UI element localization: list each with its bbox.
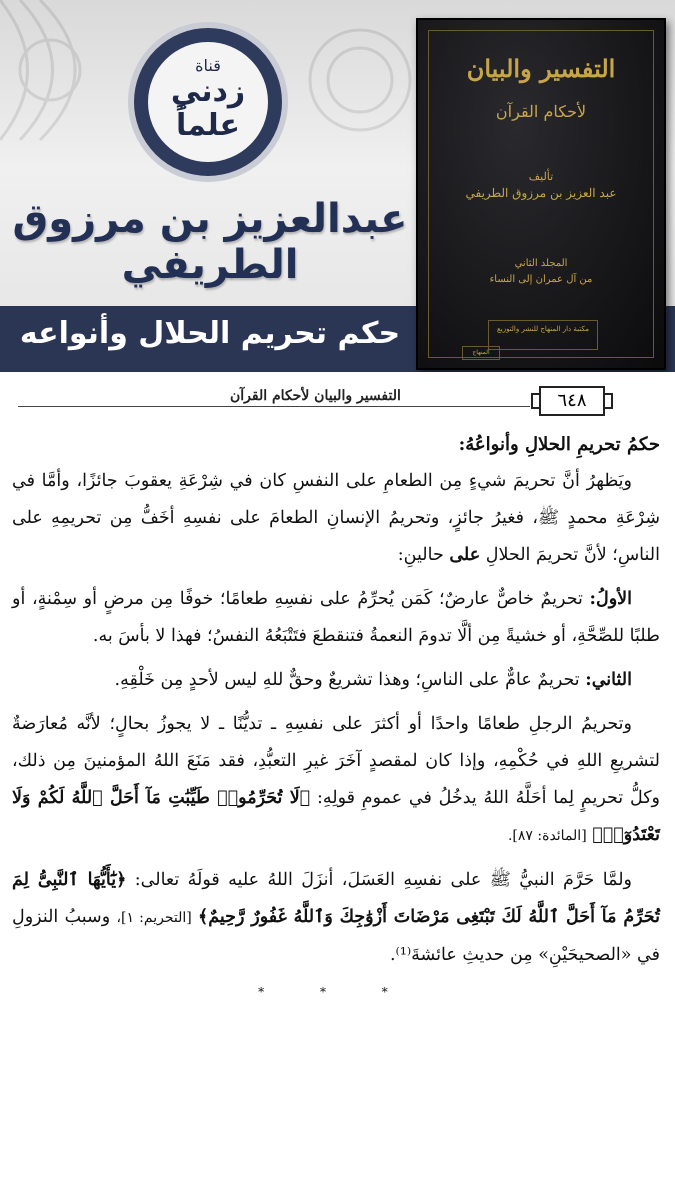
paragraph-1-text: ويَظهرُ أنَّ تحريمَ شيءٍ مِن الطعامِ على النفسِ كان في شِرْعَةِ يعقوبَ جائزًا، وأمَّا في شِرْعَةِ محمدٍ ﷺ، فغيرُ جائزٍ، وتحريمُ الإنسانِ الطعامَ على نفسِهِ أخَفُّ مِن تحريمِهِ على الناسِ؛ لأنَّ تحريمَ الحلالِ bbox=[12, 471, 660, 565]
book-title: التفسير والبيان bbox=[466, 54, 616, 83]
page-content bbox=[12, 426, 660, 1011]
book-range: من آل عمران إلى النساء bbox=[489, 274, 593, 285]
running-title: التفسير والبيان لأحكام القرآن bbox=[230, 388, 401, 404]
header-rule bbox=[18, 406, 530, 407]
promo-banner bbox=[0, 0, 675, 372]
paragraph-first-type bbox=[12, 581, 660, 655]
logo-line-1: زدني bbox=[170, 74, 246, 109]
paragraph-5-text: ولمَّا حَرَّمَ النبيُّ ﷺ على نفسِهِ العَسَلَ، أنزَلَ اللهُ عليه قولَهُ تعالى: bbox=[134, 870, 632, 890]
publisher-emblem: المنهاج bbox=[462, 346, 500, 360]
section-heading: حكمُ تحريمِ الحلالِ وأنواعُهُ: bbox=[458, 434, 660, 455]
paragraph-4 bbox=[12, 706, 660, 855]
second-type-text: تحريمٌ عامٌّ على الناسِ؛ وهذا تشريعٌ وحقٌّ للهِ ليس لأحدٍ مِن خَلْقِهِ. bbox=[114, 670, 580, 690]
ornament-pattern-icon bbox=[0, 0, 120, 150]
banner-title: حكم تحريم الحلال وأنواعه bbox=[19, 316, 401, 351]
first-type-text: تحريمٌ خاصٌّ عارضٌ؛ كَمَن يُحرِّمُ على نفسِهِ طعامًا؛ خوفًا مِن مرضٍ أو سِمْنةٍ، أو طلبًا للصِّحَّةِ، أو خشيةً مِن ألَّا تدومَ النعمةُ فتنقطعَ فتَتْبَعُهُ النفسُ؛ فهذا لا بأسَ به. bbox=[12, 589, 660, 646]
book-subtitle: لأحكام القرآن bbox=[495, 102, 587, 121]
verse-reference-tahrim: [التحريم: ١]، bbox=[116, 910, 192, 926]
quran-verse-maidah: ﴿لَا تُحَرِّمُوا۟ طَيِّبَٰتِ مَآ أَحَلَّ ٱللَّهُ لَكُمْ وَلَا تَعْتَدُوٓا۟﴾ bbox=[12, 788, 660, 845]
ornament-pattern-icon bbox=[300, 20, 420, 140]
paragraph-1 bbox=[12, 463, 660, 574]
author-name: عبدالعزيز بن مرزوق الطريفي bbox=[12, 196, 408, 288]
book-cover bbox=[416, 18, 666, 370]
first-type-label: الأولُ: bbox=[589, 589, 632, 609]
second-type-label: الثاني: bbox=[585, 670, 632, 690]
paragraph-second-type bbox=[12, 662, 660, 699]
verse-reference-maidah: [المائدة: ٨٧]. bbox=[507, 828, 587, 844]
book-volume: المجلد الثاني bbox=[514, 258, 568, 269]
paragraph-4-text: وتحريمُ الرجلِ طعامًا واحدًا أو أكثرَ على نفسِهِ ـ تديُّنًا ـ لا يجوزُ بحالٍ؛ لأنَّه مُعارَضةٌ لتشريعِ اللهِ في حُكْمِهِ، وإذا كان لمقصدٍ آخَرَ غيرِ التعبُّدِ، فقد مَنَعَ اللهُ المؤمنينَ مِن ذلك، وكلُّ تحريمٍ لِما أحَلَّهُ اللهُ يدخُلُ في عمومِ قولِهِ: bbox=[12, 714, 660, 808]
logo-line-2: علماً bbox=[175, 108, 241, 143]
logo-channel-label: قناة bbox=[195, 56, 221, 75]
book-author: عبد العزيز بن مرزوق الطريفي bbox=[465, 186, 617, 200]
quran-verse-tahrim: ﴿يَٰٓأَيُّهَا ٱلنَّبِىُّ لِمَ تُحَرِّمُ مَآ أَحَلَّ ٱللَّهُ لَكَ تَبْتَغِى مَرْضَاتَ أَزْوَٰجِكَ وَٱللَّهُ غَفُورٌ رَّحِيمٌ﴾ bbox=[12, 870, 660, 927]
page-number: ٦٤٨ bbox=[539, 386, 605, 416]
page-header bbox=[0, 386, 675, 422]
paragraph-1-end: حالينِ: bbox=[397, 545, 444, 565]
paragraph-1-bold: على bbox=[449, 545, 481, 565]
paragraph-5 bbox=[12, 862, 660, 974]
book-author-label: تأليف bbox=[528, 170, 554, 183]
channel-logo bbox=[128, 22, 288, 182]
paragraph-5-end: وسببُ النزولِ في «الصحيحَيْنِ» مِن حديثِ عائشةَ⁽¹⁾. bbox=[12, 907, 660, 965]
book-publisher: مكتبة دار المنهاج للنشر والتوزيع bbox=[488, 320, 598, 350]
section-separator: * * * bbox=[258, 985, 414, 999]
